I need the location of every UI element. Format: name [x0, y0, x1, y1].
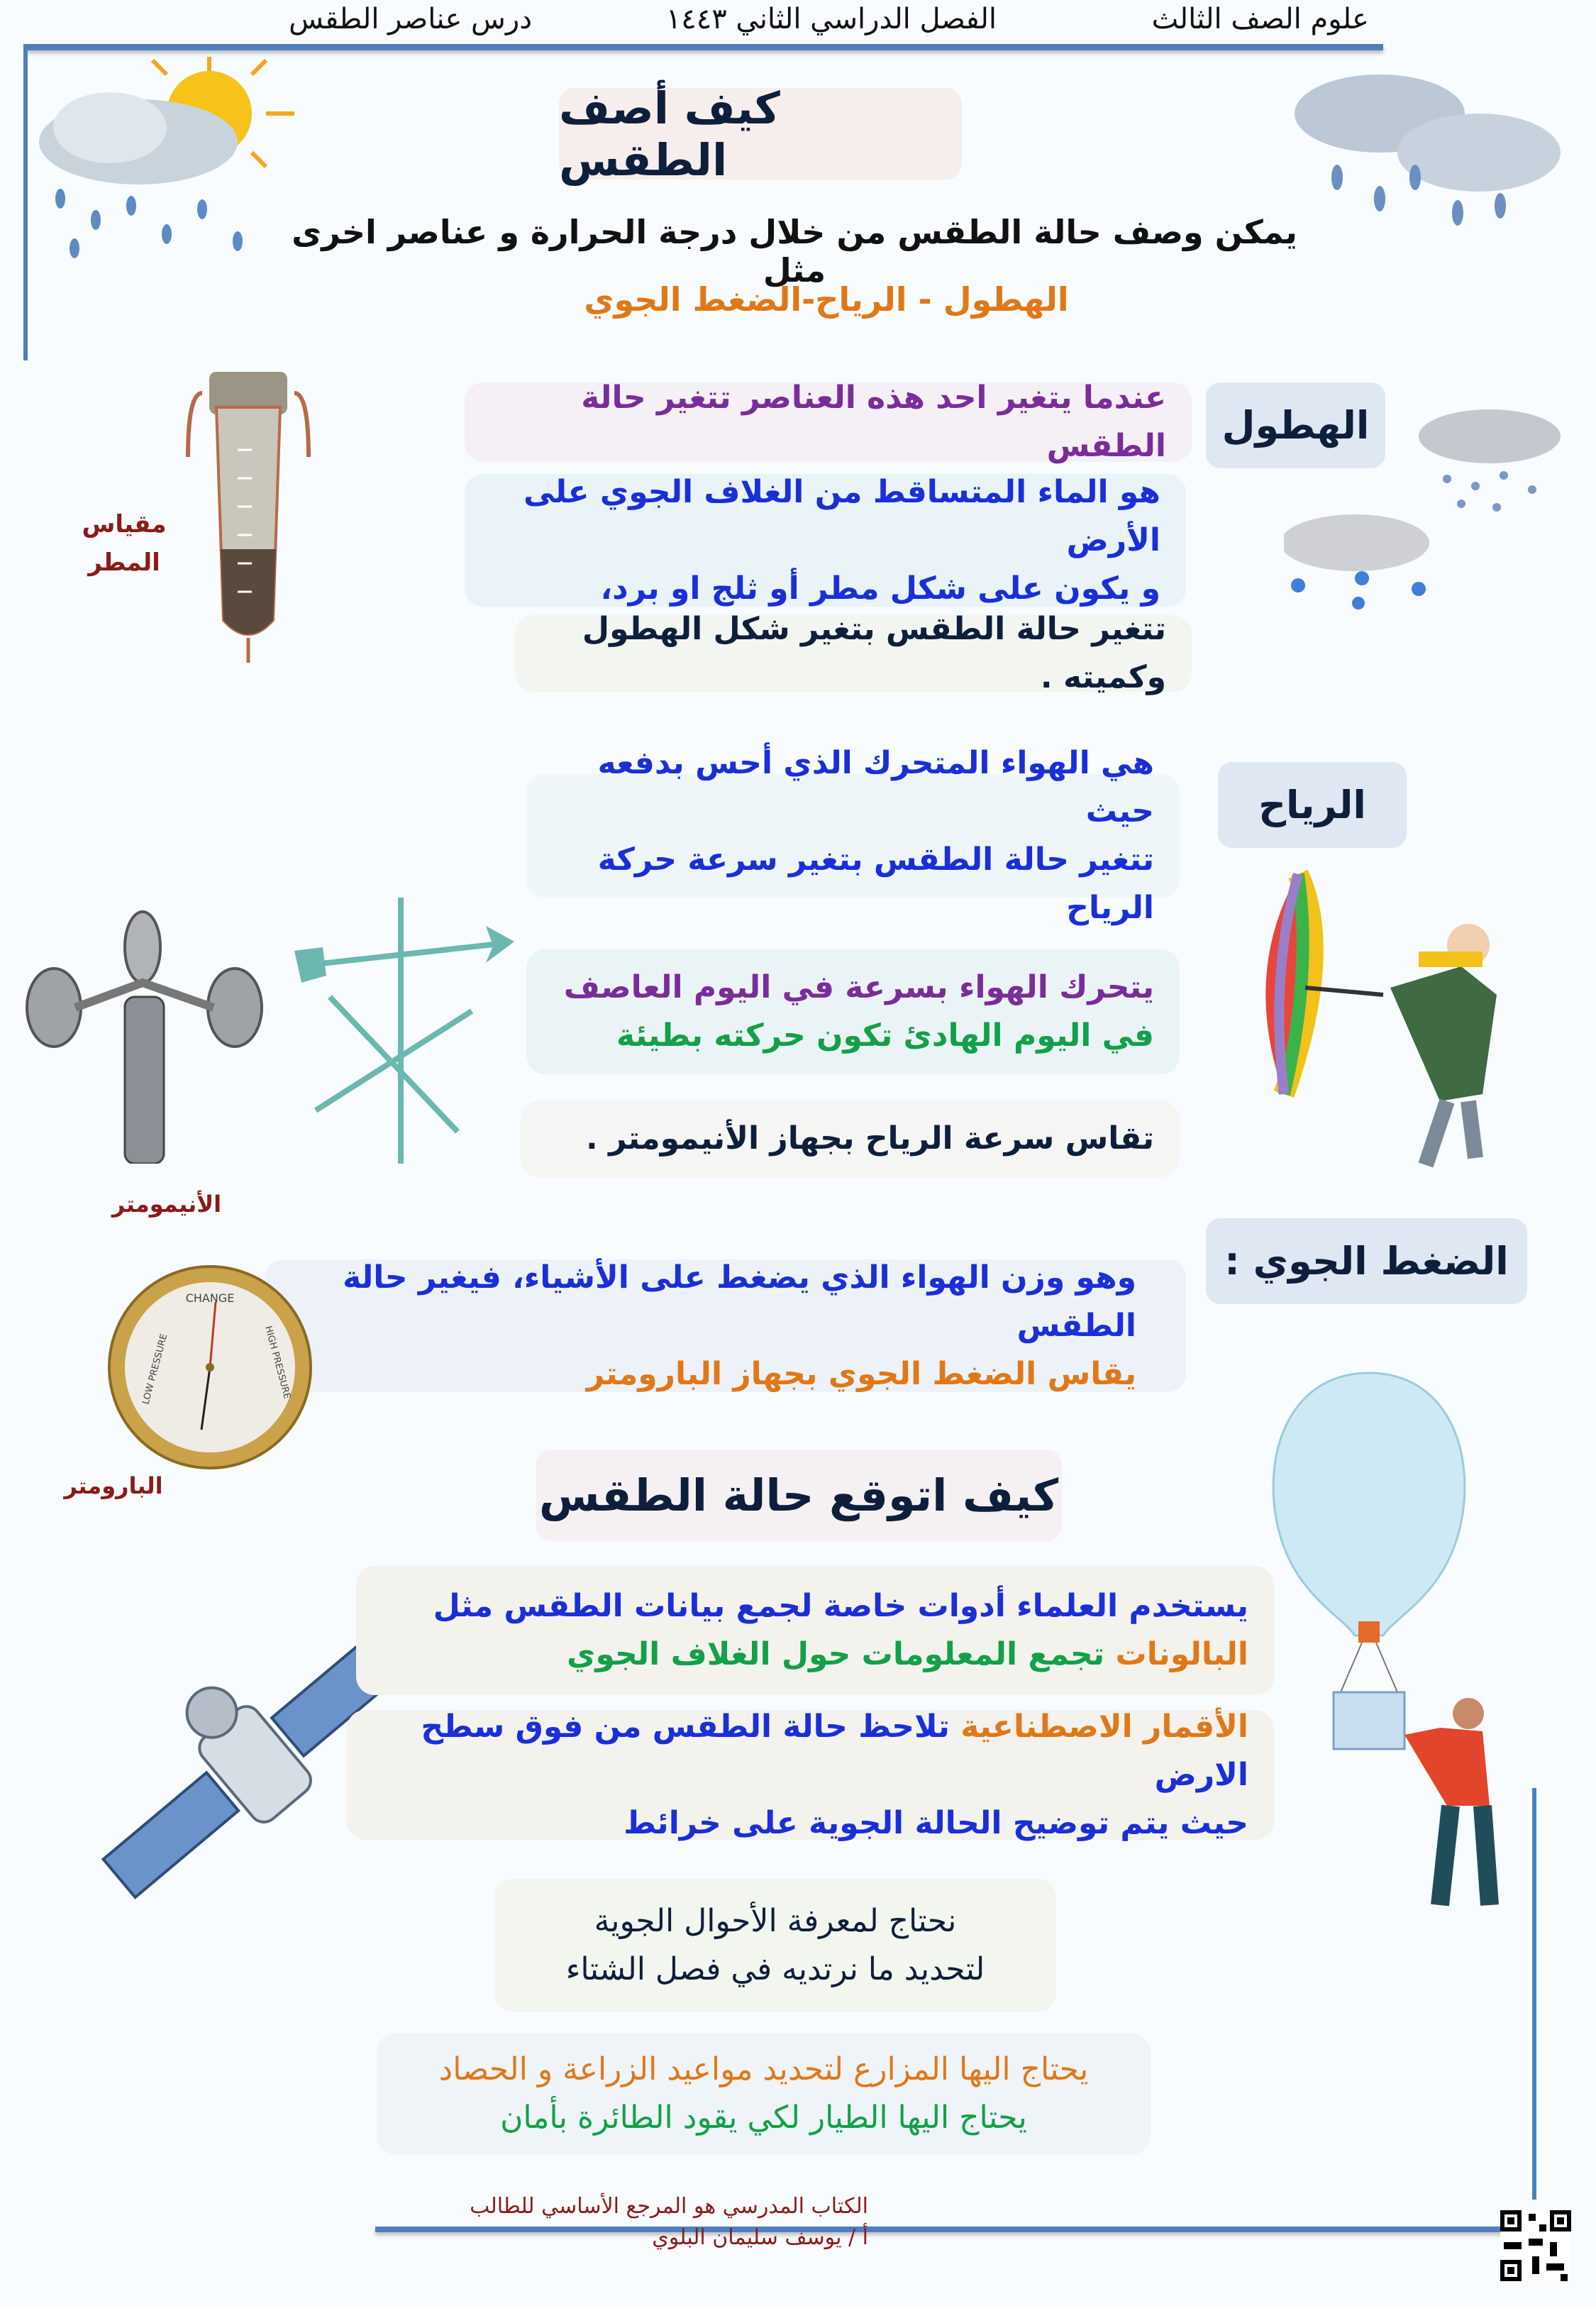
wind-stormy: يتحرك الهواء بسرعة في اليوم العاصف	[563, 969, 1154, 1005]
precipitation-definition-box	[465, 474, 1186, 607]
forecast-need-2: لتحديد ما نرتديه في فصل الشتاء	[565, 1951, 985, 1987]
anemometer-icon	[26, 905, 267, 1164]
precipitation-effect: تتغير حالة الطقس بتغير شكل الهطول وكميته .	[582, 611, 1166, 695]
wind-definition-1: هي الهواء المتحرك الذي أحس بدفعه حيث	[597, 745, 1154, 829]
umbrella-man-icon	[1227, 867, 1532, 1172]
page-title: كيف أصف الطقس	[559, 88, 962, 180]
footer-rule	[375, 2227, 1530, 2232]
forecast-uses-box	[377, 2034, 1151, 2154]
forecast-satellites-box	[347, 1710, 1274, 1840]
forecast-need-box	[494, 1879, 1056, 2012]
precipitation-label: الهطول	[1206, 382, 1385, 468]
qr-code-icon	[1500, 2210, 1571, 2281]
barometer-low-text: LOW PRESSURE	[140, 1333, 170, 1406]
forecast-tools-line: يستخدم العلماء أدوات خاصة لجمع بيانات الطقس مثل	[433, 1588, 1248, 1624]
rain-gauge-caption-2: المطر	[88, 548, 160, 577]
header-lesson: درس عناصر الطقس	[289, 3, 532, 35]
precipitation-note-box	[465, 382, 1192, 462]
pressure-definition-box	[265, 1259, 1186, 1392]
wind-definition-box	[526, 745, 1180, 926]
footer-author: أ / يوسف سليمان البلوي	[652, 2225, 868, 2250]
forecast-need-1: نحتاج لمعرفة الأحوال الجوية	[594, 1902, 957, 1939]
weather-balloon-icon	[1263, 1366, 1518, 1919]
wind-measure-box	[521, 1100, 1180, 1177]
precipitation-effect-box	[515, 611, 1192, 695]
barometer-change-text: CHANGE	[185, 1291, 235, 1305]
wind-definition-2: تتغير حالة الطقس بتغير سرعة حركة الرياح	[597, 842, 1154, 926]
rain-cloud-icon	[1295, 71, 1564, 234]
anemometer-caption: الأنيمومتر	[111, 1191, 222, 1218]
precipitation-note: عندما يتغير احد هذه العناصر تتغير حالة الطقس	[581, 380, 1166, 464]
rain-gauge-caption-1: مقياس	[82, 510, 167, 539]
intro-elements	[426, 280, 1227, 319]
header-subject: علوم الصف الثالث	[1151, 3, 1369, 35]
barometer-caption: البارومتر	[64, 1472, 163, 1499]
rain-clouds-icon	[1284, 408, 1568, 614]
wind-calm: في اليوم الهادئ تكون حركته بطيئة	[616, 1017, 1154, 1054]
pressure-definition: وهو وزن الهواء الذي يضغط على الأشياء، فيغير حالة الطقس	[343, 1259, 1136, 1344]
rain-gauge-icon	[174, 365, 323, 663]
pressure-measure: يقاس الضغط الجوي بجهاز البارومتر	[586, 1355, 1136, 1392]
intro-line: يمكن وصف حالة الطقس من خلال درجة الحرارة و عناصر اخرى مثل	[292, 213, 1297, 289]
forecast-balloons-line	[382, 1631, 1248, 1679]
satellites-word: الأقمار الاصطناعية	[960, 1708, 1248, 1745]
header-term: الفصل الدراسي الثاني ١٤٤٣	[665, 3, 997, 35]
forecast-title: كيف اتوقع حالة الطقس	[536, 1450, 1062, 1541]
intro-elements-text: الهطول - الرياح-الضغط الجوي	[584, 280, 1069, 319]
pressure-label: الضغط الجوي :	[1206, 1218, 1527, 1304]
wind-measure: تقاس سرعة الرياح بجهاز الأنيمومتر .	[586, 1120, 1154, 1157]
forecast-tools-box	[356, 1566, 1274, 1695]
forecast-farmer: يحتاج اليها المزارع لتحديد مواعيد الزراعة و الحصاد	[438, 2051, 1089, 2087]
wind-label: الرياح	[1218, 762, 1407, 848]
header-rule	[26, 44, 1383, 50]
balloons-word: البالونات	[1115, 1636, 1248, 1672]
forecast-satellites-line	[372, 1703, 1248, 1799]
right-rule	[1532, 1788, 1536, 2200]
satellites-rest: تلاحظ حالة الطقس من فوق سطح الارض	[421, 1708, 1248, 1793]
wind-speed-box	[526, 949, 1180, 1074]
barometer-high-text: HIGH PRESSURE	[262, 1325, 293, 1401]
forecast-pilot: يحتاج اليها الطيار لكي يقود الطائرة بأمان	[500, 2100, 1027, 2136]
rain-gauge-caption	[78, 505, 170, 582]
wind-vane-icon	[294, 898, 518, 1164]
precipitation-definition-1: هو الماء المتساقط من الغلاف الجوي على الأرض	[523, 473, 1160, 558]
balloons-rest: تجمع المعلومات حول الغلاف الجوي	[567, 1636, 1116, 1672]
left-rule	[23, 44, 28, 360]
footer-note: الكتاب المدرسي هو المرجع الأساسي للطالب	[470, 2194, 868, 2219]
barometer-icon	[106, 1263, 315, 1472]
precipitation-definition-2: و يكون على شكل مطر أو ثلج او برد،	[600, 570, 1160, 607]
forecast-maps-line: حيث يتم توضيح الحالة الجوية على خرائط	[624, 1804, 1248, 1841]
sun-cloud-rain-icon	[32, 57, 301, 266]
